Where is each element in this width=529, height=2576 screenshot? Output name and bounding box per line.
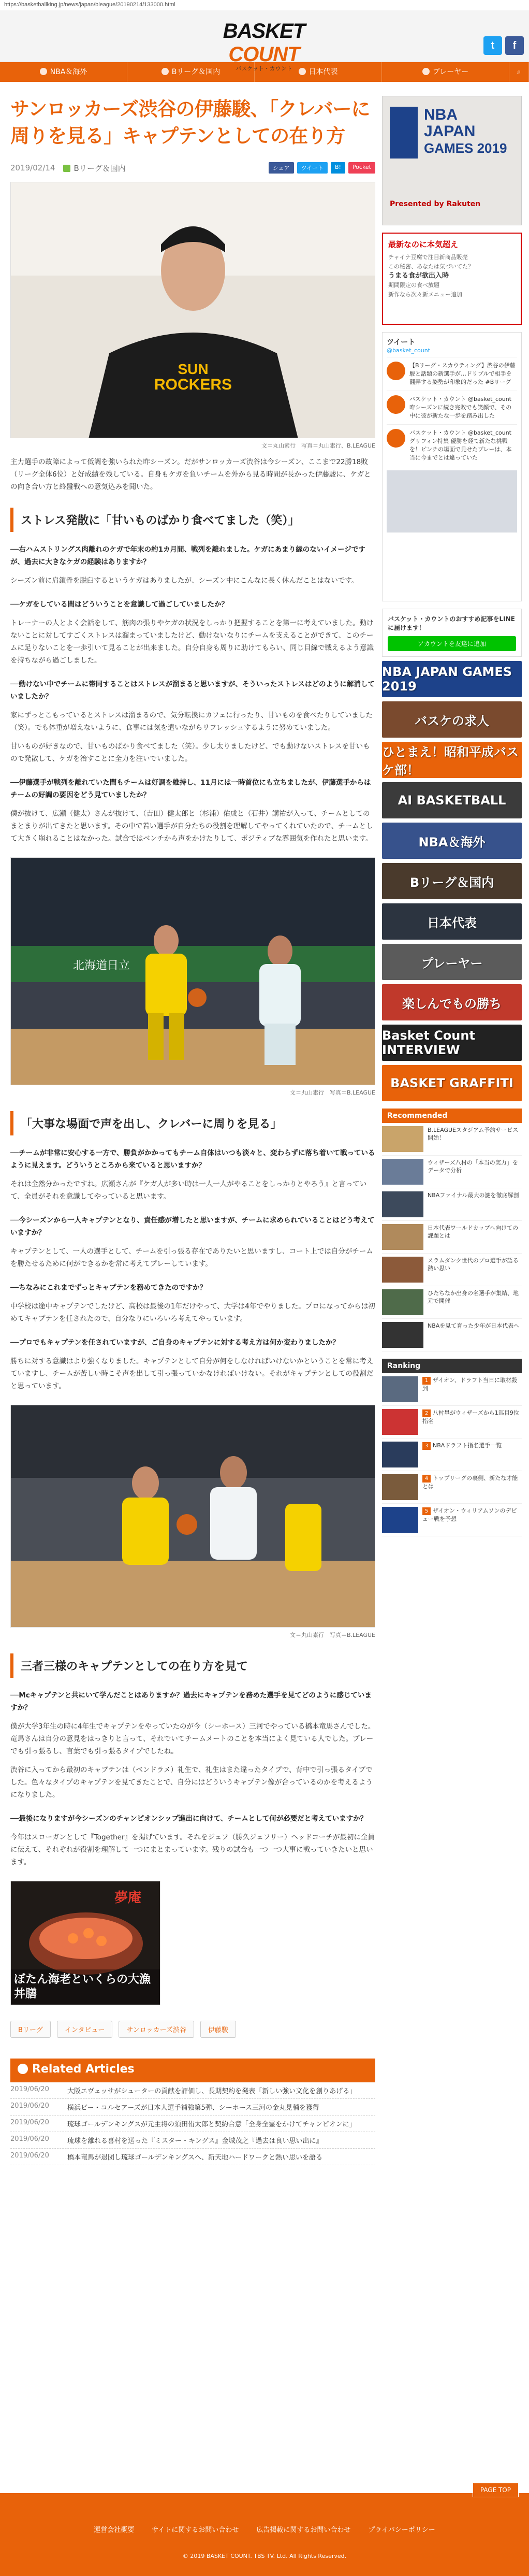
banner-graffiti[interactable]: BASKET GRAFFITI — [382, 1065, 522, 1101]
page-top-button[interactable]: PAGE TOP — [473, 2483, 519, 2497]
banner-interview[interactable]: Basket Count INTERVIEW — [382, 1025, 522, 1061]
copyright: © 2019 BASKET COUNT. TBS TV. Ltd. All Rights Reserved. — [182, 2553, 347, 2559]
ranking-title: NBAドラフト指名選手一覧 — [433, 1442, 502, 1449]
related-item[interactable] — [10, 2149, 375, 2165]
article — [10, 96, 375, 2165]
facebook-share-button[interactable]: シェア — [269, 162, 294, 174]
recommended-title: B.LEAGUEスタジアム予約サービス開始！ — [428, 1127, 519, 1141]
game-photo-1 — [10, 857, 375, 1085]
ranking-item[interactable] — [382, 1438, 522, 1471]
url-bar[interactable]: https://basketballking.jp/news/japan/bleague/20190214/133000.html — [0, 0, 529, 10]
answer-text: トレーナーの人とよく会話をして、筋肉の張りやケガの状況をしっかり把握することを第一に考えていました。動けないことに対してすごくストレスは溜まっていましたけど、動けないなりにチームを支えることができて、このチームに足りないことを一歩引いて見ることが出来ました。自分自身も周りに助けてもらい、同じ目線で戦えるよう意識を持ちながら過ごしました。 — [10, 619, 374, 665]
basketball-icon — [40, 68, 47, 75]
food-ad[interactable] — [10, 1881, 160, 2005]
twitter-icon[interactable]: t — [483, 36, 502, 55]
recommended-heading: Recommended — [382, 1109, 522, 1123]
tag-item[interactable]: Bリーグ — [10, 2021, 51, 2038]
twitter-account[interactable]: @basket_count — [387, 347, 431, 354]
related-title: 大阪エヴェッサがシューターの貢献を評価し、長期契約を発表「新しい強い文化を創りあげる」 — [67, 2088, 357, 2095]
footer-link[interactable]: サイトに関するお問い合わせ — [152, 2526, 239, 2534]
banner-bleague[interactable]: Bリーグ＆国内 — [382, 863, 522, 899]
related-item[interactable] — [10, 2132, 375, 2149]
recommended-title: NBAを見て育った少年が日本代表へ — [428, 1322, 520, 1329]
thumbnail — [382, 1191, 423, 1217]
ranking-title: 八村塁がウィザーズから1巡目9位指名 — [422, 1409, 519, 1424]
related-item[interactable] — [10, 2116, 375, 2132]
recommended-item[interactable] — [382, 1123, 522, 1156]
related-item[interactable] — [10, 2082, 375, 2099]
answer-text: 渋谷に入ってから最初のキャプテンは（ベンドラメ）礼生で、礼生はまた違ったタイプで、背中で引っ張るタイプでした。色々なタイプのキャプテンを見てきたことで、自分にはどういうキャプテン像が合っているのかを考えるようになりました。 — [10, 1766, 373, 1799]
game-photo-2 — [10, 1405, 375, 1628]
recommended-item[interactable] — [382, 1188, 522, 1221]
site-logo[interactable] — [192, 20, 336, 73]
rank-number: 2 — [422, 1409, 431, 1417]
person-icon — [422, 68, 430, 75]
tweet-text: バスケット・カウント @basket_count グリフィン特集 優勝を経て新たな挑戦を！ピンチの場面で見せたプレーは、本当に今までとは違っていた — [409, 429, 512, 461]
banner-enjoy[interactable]: 楽しんでもの勝ち — [382, 984, 522, 1020]
answer-text: 甘いものが好きなので、甘いものばかり食べてました（笑）。少し太りましたけど、でも動けないストレスを甘いもので発散して、ケガを治すことに全力を注いでいました。 — [10, 742, 370, 763]
related-date: 2019/06/20 — [10, 2102, 49, 2110]
article-meta — [10, 161, 375, 175]
food-text-ad[interactable] — [382, 233, 522, 325]
header-social — [483, 36, 524, 55]
related-date: 2019/06/20 — [10, 2135, 49, 2143]
ranking-heading: Ranking — [382, 1359, 522, 1373]
related-date: 2019/06/20 — [10, 2085, 49, 2093]
answer-text: 中学校は途中キャプテンでしたけど、高校は最後の1年だけやって、大学は4年でやりました。プロになってからは初めてキャプテンを任されたので、自分なりにいろいろ考えてやっています。 — [10, 1302, 375, 1323]
answer-text: 今年はスローガンとして『Together』を掲げています。それをジェフ（勝久ジェフリー）ヘッドコーチが最初に全員に伝えて、それぞれが役割を理解して一つにまとまっています。残りの試合も一つ一つ大事に戦っていきたいと思います。 — [10, 1833, 375, 1866]
game-action-image — [11, 1405, 375, 1628]
share-buttons — [269, 162, 375, 174]
thumbnail — [382, 1507, 418, 1533]
tag-list — [10, 2021, 375, 2038]
recommended-title: ウィザーズ八村の「本当の実力」をデータで分析 — [428, 1159, 518, 1174]
avatar — [387, 429, 405, 448]
recommended-title: NBAファイナル最大の謎を徹底解剖 — [428, 1192, 519, 1199]
question-text: ──動けない中でチームに帯同することはストレスが溜まると思いますが、そういったストレスはどのように解消していましたか？ — [10, 680, 375, 701]
avatar — [387, 395, 405, 414]
thumbnail — [382, 1159, 423, 1185]
question-text: ──右ハムストリングス肉離れのケガで年末の約1カ月間、戦列を離れました。ケガにあまり縁のないイメージですが、過去に大きなケガの経験はありますか？ — [10, 545, 365, 566]
thumbnail — [382, 1322, 423, 1348]
hatena-share-button[interactable]: B! — [331, 162, 345, 174]
ad-heading: 最新なのに本気超え — [388, 240, 459, 249]
nba-japan-games-ad[interactable] — [382, 96, 522, 225]
nav-item-player[interactable] — [382, 62, 509, 82]
svg-text:北海道日立: 北海道日立 — [73, 959, 130, 972]
nav-label: プレーヤー — [432, 68, 469, 76]
thumbnail — [382, 1126, 423, 1152]
ranking-item[interactable] — [382, 1471, 522, 1504]
rank-number: 5 — [422, 1507, 431, 1515]
food-ad-caption: ぼたん海老といくらの大漁丼膳 — [11, 1969, 160, 2005]
ad-text-line: この秘密、あなたは気づいてた？ — [388, 263, 474, 270]
nav-item-nba[interactable] — [0, 62, 127, 82]
hero-photo — [10, 182, 375, 438]
tag-item[interactable]: サンロッカーズ渋谷 — [119, 2021, 194, 2038]
article-title: サンロッカーズ渋谷の伊藤駿、「クレバーに周りを見る」キャプテンとしての在り方 — [10, 98, 370, 147]
thumbnail — [382, 1289, 423, 1315]
tag-item[interactable]: 伊藤駿 — [200, 2021, 236, 2038]
recommended-title: ひたちなか出身の名選手が集結、地元で開催 — [428, 1290, 519, 1304]
ranking-item[interactable] — [382, 1406, 522, 1438]
related-title: 琉球を離れる喜村を送った『ミスター・キングス』金城茂之『過去は良い思い出に』 — [67, 2137, 323, 2145]
related-title: 橋本竜馬が退団し琉球ゴールデンキングスへ、新天地ハードワークと熱い思いを語る — [67, 2154, 322, 2162]
banner-player[interactable]: プレーヤー — [382, 944, 522, 980]
related-articles — [10, 2059, 375, 2165]
related-title: 琉球ゴールデンキングスが元主将の須田侑太郎と契約合意「全身全霊をかけてチャンピオンに」 — [67, 2121, 356, 2128]
question-text: ──ちなみにこれまでずっとキャプテンを務めてきたのですか？ — [10, 1284, 207, 1292]
article-category[interactable]: Bリーグ＆国内 — [63, 163, 125, 174]
related-date: 2019/06/20 — [10, 2152, 49, 2160]
site-footer — [0, 2486, 529, 2576]
thumbnail — [382, 1376, 418, 1402]
related-item[interactable] — [10, 2099, 375, 2116]
search-icon: ⌕ — [517, 68, 521, 76]
logo-main: BASKET — [223, 20, 305, 42]
ad-presented: Presented by Rakuten — [390, 200, 481, 208]
tweet-text: バスケット・カウント @basket_count 昨シーズンに続き完敗でも笑顔で、その中に彼が新たな一歩を踏み出した — [409, 396, 512, 419]
twitter-widget — [382, 332, 522, 601]
svg-text:SUN: SUN — [178, 361, 209, 377]
ad-text-line: うまる食が欲出入時 — [388, 272, 449, 280]
nba-logo-icon — [390, 107, 418, 159]
footer-links — [0, 2493, 529, 2534]
game-action-image — [11, 858, 375, 1085]
banner-showa-heisei[interactable]: ひとまえ！昭和平成バスケ部！ — [382, 742, 522, 778]
recommended-item[interactable] — [382, 1286, 522, 1319]
footer-link[interactable]: 広告掲載に関するお問い合わせ — [256, 2526, 351, 2534]
recommended-item[interactable] — [382, 1319, 522, 1351]
ranking-item[interactable] — [382, 1373, 522, 1406]
question-text: ──最後になりますが今シーズンのチャンピオンシップ進出に向けて、チームとして何が必要だと考えていますか？ — [10, 1815, 368, 1823]
photo-caption: 文＝丸山素行 写真＝丸山素行、B.LEAGUE — [261, 442, 375, 449]
related-title: 横浜ビー・コルセアーズが日本人選手補強第5弾、シーホース三河の金丸晃輔を獲得 — [67, 2104, 320, 2112]
rank-number: 1 — [422, 1377, 431, 1385]
nav-label: Bリーグ＆国内 — [171, 68, 221, 76]
rank-number: 3 — [422, 1442, 431, 1450]
twitter-widget-heading: ツイート — [387, 338, 416, 347]
section-heading-1: ストレス発散に「甘いものばかり食べてました（笑）」 — [10, 508, 375, 532]
line-add-button[interactable]: アカウントを友達に追加 — [388, 636, 516, 651]
flag-icon — [299, 68, 306, 75]
ranking-title: トップリーグの裏側、新たな才能とは — [422, 1475, 518, 1490]
answer-text: それは全然分かったですね。広瀬さんが『ケガ人が多い時は一人一人がやることをしっかりとやろう』と言っていて、全員がそれを意識してやっていると思います。 — [10, 1180, 367, 1201]
recommended-title: スラムダンク世代のプロ選手が語る熱い思い — [428, 1257, 519, 1272]
recommended-item[interactable] — [382, 1221, 522, 1254]
photo-caption: 文＝丸山素行 写真＝B.LEAGUE — [290, 1632, 375, 1638]
basketball-icon — [161, 68, 169, 75]
thumbnail — [382, 1442, 418, 1467]
ad-text-line: チャイナ豆腐で注目新商品販売 — [388, 254, 468, 261]
footer-link[interactable]: 運営会社概要 — [94, 2526, 135, 2534]
tweet[interactable] — [387, 391, 517, 424]
pocket-share-button[interactable]: Pocket — [348, 162, 375, 174]
thumbnail — [382, 1224, 423, 1250]
ad-text-line: 新作なら次々新メニュー追加 — [388, 291, 462, 298]
answer-text: 勝ちに対する意識はより強くなりました。キャプテンとして自分が何をしなければいけないかということを常に考えていますし、チームが苦しい時こそ声を出して引っ張っていかなければいけない。それがキャプテンとしての役割だと思っています。 — [10, 1357, 374, 1390]
ranking-title: ザイオン、ドラフト当日に取材殺到 — [422, 1377, 518, 1392]
question-text: ──伊藤選手が戦列を離れていた間もチームは好調を維持し、11月には一時首位にも立ちましたが、伊藤選手からはチームの好調の要因をどう見ていましたか？ — [10, 779, 371, 799]
avatar — [387, 362, 405, 380]
recommended-item[interactable] — [382, 1254, 522, 1286]
tweet-image — [387, 470, 517, 533]
line-widget — [382, 609, 522, 657]
answer-text: 僕が抜けて、広瀬（健太）さんが抜けて、（吉田）健太郎と（杉浦）佑成と（石井）講祐が入って、チームとしてのまとまりが出てきたと思います。その中で若い選手が自分たちの役割を理解してやってくれていたので、チームとして大きく崩れることはなかった。試合ではベンチから声をかけたりして、ポジティブな雰囲気を作れたと思います。 — [10, 810, 373, 843]
answer-text: シーズン前に肩鎖骨を脱臼するというケガはありましたが、シーズン中にこんなに長く休んだことはないです。 — [10, 577, 359, 585]
ranking-item[interactable] — [382, 1504, 522, 1536]
banner-basket-jobs[interactable]: バスケの求人 — [382, 701, 522, 738]
recommended-title: 日本代表ワールドカップへ向けての課題とは — [428, 1225, 519, 1239]
thumbnail — [382, 1474, 418, 1500]
rank-number: 4 — [422, 1475, 431, 1483]
question-text: ──今シーズンから一人キャプテンとなり、責任感が増したと思いますが、チームに求められていることはどう考えていますか？ — [10, 1216, 375, 1237]
banner-ai-basketball[interactable]: AI BASKETBALL — [382, 782, 522, 818]
ad-line: GAMES 2019 — [424, 140, 507, 156]
answer-text: 家にずっとこもっているとストレスは溜まるので、気分転換にカフェに行ったり、甘いものを食べたりしていました（笑）。でも体重が増えないように、食事には気を遣いながらリフレッシュするように努めていました。 — [10, 711, 373, 732]
question-text: ──チームが非常に安心する一方で、勝負がかかってもチーム自体はいつも淡々と、変わらずに落ち着いて戦っているように見えます。どういうところから来ていると思いますか？ — [10, 1149, 375, 1170]
related-heading: Related Articles — [10, 2059, 375, 2082]
photo-caption: 文＝丸山素行 写真＝B.LEAGUE — [290, 1089, 375, 1096]
nav-label: NBA＆海外 — [50, 68, 87, 76]
search-button[interactable] — [509, 62, 529, 82]
tweet[interactable] — [387, 357, 517, 391]
question-text: ──プロでもキャプテンを任されていますが、ご自身のキャプテンに対する考え方は何か変わりましたか？ — [10, 1339, 340, 1347]
player-portrait-image — [11, 182, 375, 438]
answer-text: キャプテンとして、一人の選手として、チームを引っ張る存在でありたいと思いますし、コート上では自分がチームを勝たせるために何ができるかを常に考えてプレーしています。 — [10, 1247, 373, 1268]
banner-nba-overseas[interactable]: NBA＆海外 — [382, 823, 522, 859]
related-date: 2019/06/20 — [10, 2119, 49, 2126]
facebook-icon[interactable]: f — [505, 36, 524, 55]
logo-accent: COUNT — [228, 43, 300, 66]
tweet[interactable] — [387, 424, 517, 466]
svg-text:ROCKERS: ROCKERS — [154, 376, 232, 393]
footer-link[interactable]: プライバシーポリシー — [368, 2526, 435, 2534]
logo-sub: バスケット・カウント — [236, 65, 292, 72]
thumbnail — [382, 1409, 418, 1435]
section-heading-3: 三者三様のキャプテンとしての在り方を見て — [10, 1653, 375, 1678]
sidebar — [382, 96, 522, 1536]
tag-item[interactable]: インタビュー — [57, 2021, 112, 2038]
ad-text-line: 期間限定の食べ放題 — [388, 282, 439, 289]
ad-line: JAPAN — [424, 123, 476, 140]
answer-text: 僕が大学3年生の時に4年生でキャプテンをやっていたのが今（シーホース）三河でやっている橋本竜馬さんでした。竜馬さんは自分の意見をはっきりと言って、それでいてチームメートのことを本当によく見ている人でした。プレーでも引っ張るし、言葉でも引っ張るタイプでしたね。 — [10, 1722, 375, 1755]
recommended-item[interactable] — [382, 1156, 522, 1188]
question-text: ──Mcキャプテンと共にいて学んだことはありますか？過去にキャプテンを務めた選手を見てどのように感じていますか？ — [10, 1691, 372, 1712]
banner-nba-japan-games[interactable]: NBA JAPAN GAMES 2019 — [382, 661, 522, 697]
svg-text:夢庵: 夢庵 — [114, 1890, 142, 1906]
article-date: 2019/02/14 — [10, 163, 55, 172]
thumbnail — [382, 1257, 423, 1283]
twitter-share-button[interactable]: ツイート — [297, 162, 328, 174]
nav-label: 日本代表 — [308, 68, 338, 76]
ranking-title: ザイオン・ウィリアムソンのデビュー戦を予想 — [422, 1507, 517, 1522]
ad-line: NBA — [424, 106, 458, 123]
tweet-text: 【Bリーグ・スカウティング】渋谷の伊藤駿と話題の新選手が…ドリブルで相手を翻弄する姿勢が印象的だった #Bリーグ — [409, 362, 516, 385]
question-text: ──ケガをしている間はどういうことを意識して過ごしていましたか？ — [10, 600, 228, 609]
article-lead: 主力選手の故障によって低調を強いられた昨シーズン。だがサンロッカーズ渋谷は今シーズン、ここまで22勝18敗（リーグ全体6位）と好成績を残している。自身もケガを負いチームを外から見る時間が長かった伊藤駿に、ケガとの向き合い方と終盤戦への意気込みを聞いた。 — [10, 458, 371, 491]
line-heading: バスケット・カウントのおすすめ記事をLINEに届けます！ — [388, 615, 515, 631]
section-heading-2: 「大事な場面で声を出し、クレバーに周りを見る」 — [10, 1111, 375, 1135]
banner-japan-national[interactable]: 日本代表 — [382, 903, 522, 940]
